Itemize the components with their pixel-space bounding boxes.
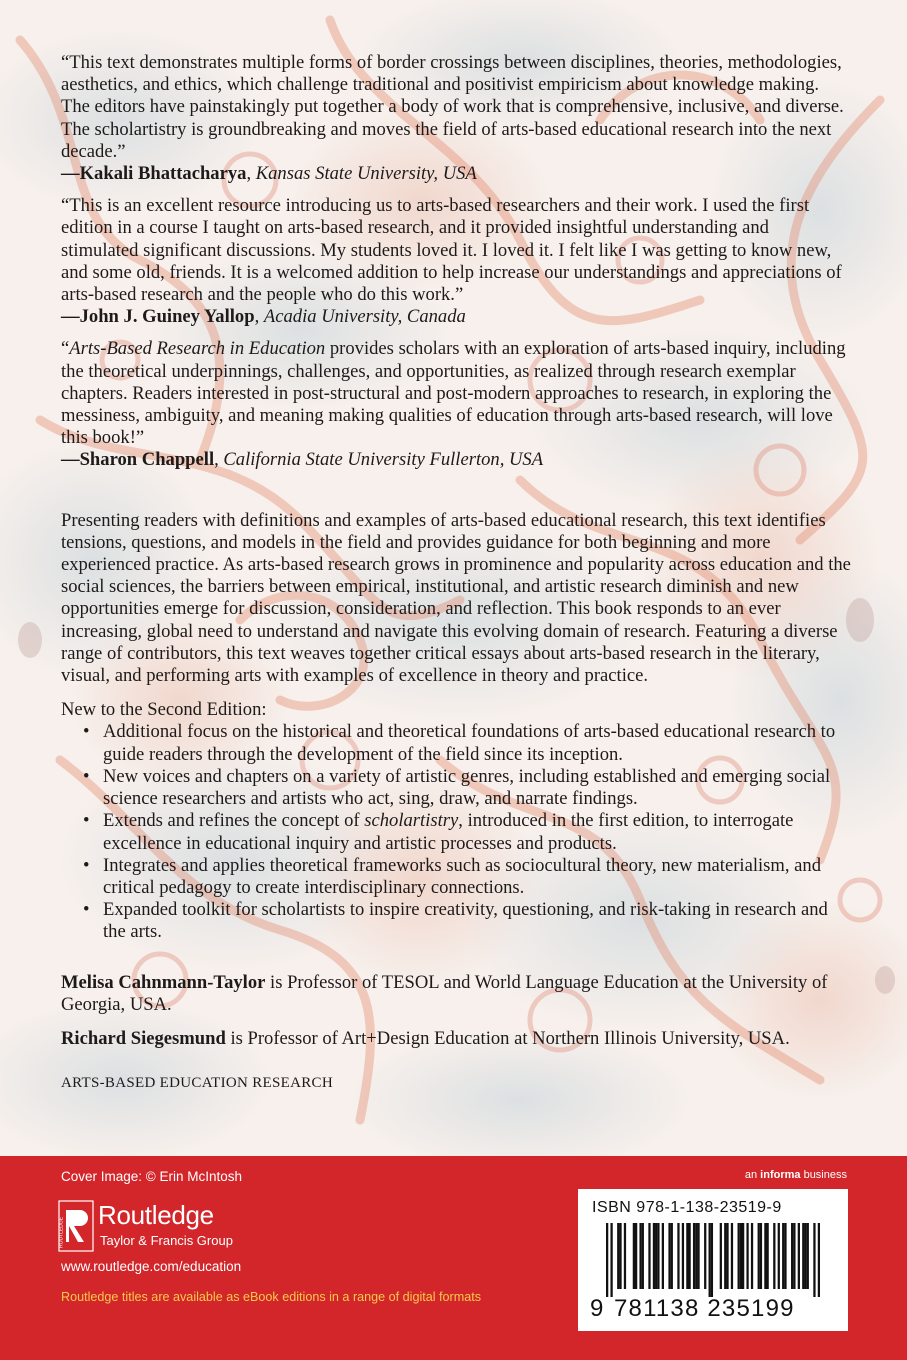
barcode-bar xyxy=(662,1223,664,1289)
endorser-name: —Sharon Chappell xyxy=(61,449,215,471)
publisher-footer xyxy=(0,1156,907,1360)
new-edition-heading: New to the Second Edition: xyxy=(61,699,267,721)
bullet-icon: • xyxy=(83,899,90,921)
barcode-bar xyxy=(807,1223,809,1289)
barcode-bar xyxy=(695,1223,697,1289)
barcode-bar xyxy=(697,1223,699,1289)
list-item xyxy=(81,766,851,810)
cover-image-credit: Cover Image: © Erin McIntosh xyxy=(61,1169,243,1184)
barcode-bar xyxy=(688,1223,690,1289)
barcode-icon xyxy=(606,1223,820,1297)
endorsement-attribution: —Kakali Bhattacharya, Kansas State University, USA xyxy=(61,163,477,185)
publisher-name: Routledge xyxy=(98,1200,214,1230)
endorser-affiliation: California State University Fullerton, USA xyxy=(223,449,544,471)
editor-bio-text: is Professor of TESOL and World Language Education at the University of Georgia, USA. xyxy=(61,971,828,1015)
barcode-bar xyxy=(677,1223,679,1289)
barcode-bar xyxy=(639,1223,641,1289)
barcode-bar xyxy=(686,1223,688,1289)
barcode-bar xyxy=(606,1223,608,1297)
barcode-bar xyxy=(657,1223,659,1289)
barcode-bar xyxy=(635,1223,637,1289)
endorsement-2 xyxy=(61,195,851,328)
barcode-bar xyxy=(709,1223,711,1297)
barcode-bar xyxy=(767,1223,769,1289)
back-cover-text xyxy=(61,52,851,1094)
barcode-bar xyxy=(668,1223,670,1289)
list-item xyxy=(81,855,851,899)
barcode-bar xyxy=(746,1223,748,1289)
barcode-bar xyxy=(751,1223,753,1289)
scholartistry-term: scholartistry xyxy=(364,810,459,832)
barcode-bar xyxy=(818,1223,820,1297)
endorsement-text xyxy=(61,338,851,449)
barcode-bar xyxy=(791,1223,793,1289)
barcode-bar xyxy=(648,1223,650,1289)
bullet-icon: • xyxy=(83,810,90,832)
new-edition-list xyxy=(61,721,851,943)
editor-bio-text: is Professor of Art+Design Education at Northern Illinois University, USA. xyxy=(225,1027,790,1049)
barcode-bar xyxy=(671,1223,673,1289)
barcode-bar xyxy=(693,1223,695,1289)
barcode-bar xyxy=(633,1223,635,1289)
book-description: Presenting readers with definitions and examples of arts-based educational research, this text identifies tensions, questions, and models in the field and provides guidance for both beginning and more experienced practice. As arts-based research grows in prominence and popularity across education and the social sciences, the barriers between empirical, institutional, and artistic research diminish and new opportunities emerge for discussion, consideration, and reflection. This book responds to an ever increasing, global need to understand and navigate this evolving domain of research. Featuring a diverse range of contributors, this text weaves together critical essays about arts-based research in the literary, visual, and performing arts with examples of excellence in theory and practice. xyxy=(61,509,851,687)
editor-name: Richard Siegesmund xyxy=(61,1027,226,1049)
routledge-logo-icon xyxy=(58,1200,94,1252)
list-item xyxy=(81,721,851,765)
endorser-name: —Kakali Bhattacharya xyxy=(61,163,247,185)
barcode-bar xyxy=(642,1223,644,1289)
barcode-bar xyxy=(682,1223,684,1289)
routledge-vertical-wordmark: ROUTLEDGE xyxy=(58,1216,65,1248)
bullet-icon: • xyxy=(83,721,90,743)
barcode-bar xyxy=(804,1223,806,1289)
editor-name: Melisa Cahnmann-Taylor xyxy=(61,971,266,993)
barcode-bar xyxy=(764,1223,766,1289)
endorsement-1 xyxy=(61,52,851,185)
endorsement-text: “This text demonstrates multiple forms of border crossings between disciplines, theories, methodologies, aesthetics, and ethics, which challenge traditional and positivist empiricism about knowledge making. The editors have painstakingly put together a body of work that is comprehensive, inclusive, and diverse. The scholartistry is groundbreaking and moves the field of arts-based educational research into the next decade.” xyxy=(61,52,844,162)
barcode-bar xyxy=(802,1223,804,1289)
barcode-bar xyxy=(720,1223,722,1289)
list-item xyxy=(81,810,851,854)
barcode-bar xyxy=(726,1223,728,1289)
list-item-text: Expanded toolkit for scholartists to inspire creativity, questioning, and risk-taking in research and the arts. xyxy=(103,899,828,943)
editor-bio-1 xyxy=(61,972,851,1016)
barcode-bar xyxy=(742,1223,744,1289)
barcode-bar xyxy=(655,1223,657,1289)
endorsement-text: “This is an excellent resource introducing us to arts-based researchers and their work. I used the first edition in a course I taught on arts-based research, and it provided insightful understanding and stimulated significant discussions. My students loved it. I loved it. I felt like I was getting to know new, and some old, friends. It is a welcomed addition to help increase our understandings and appreciations of arts-based research and the people who do this work.” xyxy=(61,195,842,306)
endorsement-body: provides scholars with an exploration of arts-based inquiry, including the theoretical underpinnings, challenges, and opportunities, as realized through research exemplar chapters. Readers interested in post-structural and post-modern approaches to research, in exploring the messiness, ambiguity, and meaning making qualities of education through arts-based research, will love this book!” xyxy=(61,338,846,449)
barcode-bar xyxy=(782,1223,784,1289)
isbn-barcode-box xyxy=(578,1189,848,1331)
barcode-bar xyxy=(653,1223,655,1289)
publisher-group: Taylor & Francis Group xyxy=(100,1233,233,1248)
bullet-icon: • xyxy=(83,854,90,876)
barcode-bar xyxy=(740,1223,742,1289)
barcode-bar xyxy=(813,1223,815,1297)
endorser-affiliation: Kansas State University, USA xyxy=(255,163,477,185)
endorser-name: —John J. Guiney Yallop xyxy=(61,306,255,328)
isbn-first-digit: 9 xyxy=(590,1295,604,1322)
series-name: ARTS-BASED EDUCATION RESEARCH xyxy=(61,1075,333,1092)
ebook-availability-note: Routledge titles are available as eBook editions in a range of digital formats xyxy=(61,1290,482,1304)
barcode-bar xyxy=(624,1223,626,1289)
isbn-label: ISBN 978-1-138-23519-9 xyxy=(592,1199,782,1216)
barcode-bar xyxy=(731,1223,733,1289)
barcode-bar xyxy=(773,1223,775,1289)
barcode-bar xyxy=(610,1223,612,1297)
barcode-bar xyxy=(711,1223,713,1297)
endorsement-attribution: —John J. Guiney Yallop, Acadia University, Canada xyxy=(61,306,466,328)
barcode-bar xyxy=(793,1223,795,1289)
barcode-bar xyxy=(704,1223,706,1289)
endorsement-attribution: —Sharon Chappell, California State University Fullerton, USA xyxy=(61,449,544,471)
barcode-bar xyxy=(724,1223,726,1289)
editor-bio-2 xyxy=(61,1028,851,1050)
barcode-bar xyxy=(760,1223,762,1289)
informa-tagline: an informa business xyxy=(744,1169,847,1181)
list-item-text: Additional focus on the historical and theoretical foundations of arts-based educational research to guide readers through the development of the field since its inception. xyxy=(103,721,836,765)
book-title: Arts-Based Research in Education xyxy=(69,338,326,360)
barcode-bar xyxy=(617,1223,619,1289)
bullet-icon: • xyxy=(83,765,90,787)
open-quote: “ xyxy=(61,338,70,360)
barcode-bar xyxy=(798,1223,800,1289)
list-item-text: Integrates and applies theoretical frameworks such as sociocultural theory, new materialism, and critical pedagogy to create interdisciplinary connections. xyxy=(103,854,822,898)
list-item xyxy=(81,899,851,943)
list-item-text: Extends and refines the concept of scholartistry, introduced in the first edition, to interrogate excellence in educational inquiry and artistic processes and products. xyxy=(103,810,794,854)
endorsement-3 xyxy=(61,338,851,471)
isbn-digits: 781138 235199 xyxy=(614,1295,795,1322)
list-item-text: New voices and chapters on a variety of artistic genres, including established and emerging social science researchers and artists who act, sing, draw, and narrate findings. xyxy=(103,765,831,810)
barcode-bar xyxy=(778,1223,780,1289)
publisher-url[interactable]: www.routledge.com/education xyxy=(61,1259,242,1274)
barcode-bar xyxy=(784,1223,786,1289)
barcode-bar xyxy=(758,1223,760,1289)
endorser-affiliation: Acadia University, Canada xyxy=(263,306,466,328)
barcode-bar xyxy=(738,1223,740,1289)
barcode-bar xyxy=(619,1223,621,1289)
